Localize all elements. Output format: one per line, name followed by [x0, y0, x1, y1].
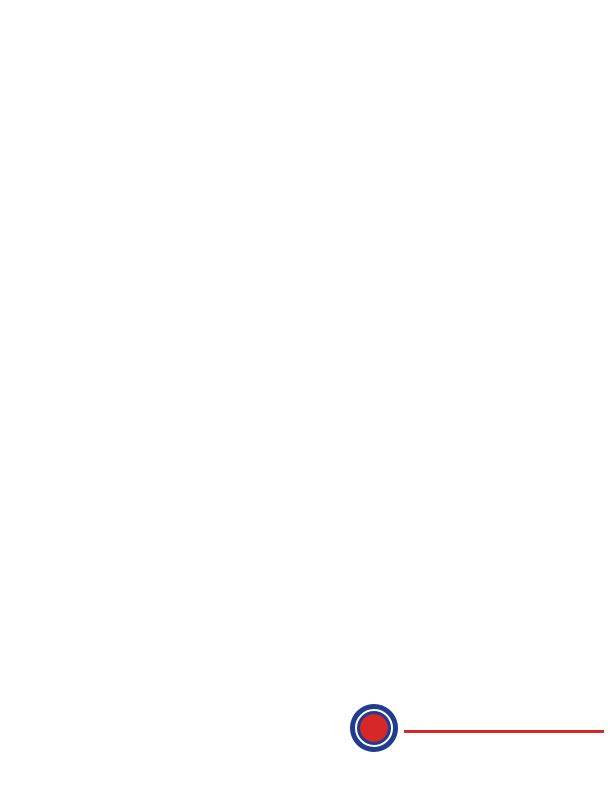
- company-logo: [346, 700, 610, 760]
- logo-emblem: [350, 704, 398, 752]
- logo-divider: [404, 730, 604, 733]
- logo-mark: [360, 714, 388, 742]
